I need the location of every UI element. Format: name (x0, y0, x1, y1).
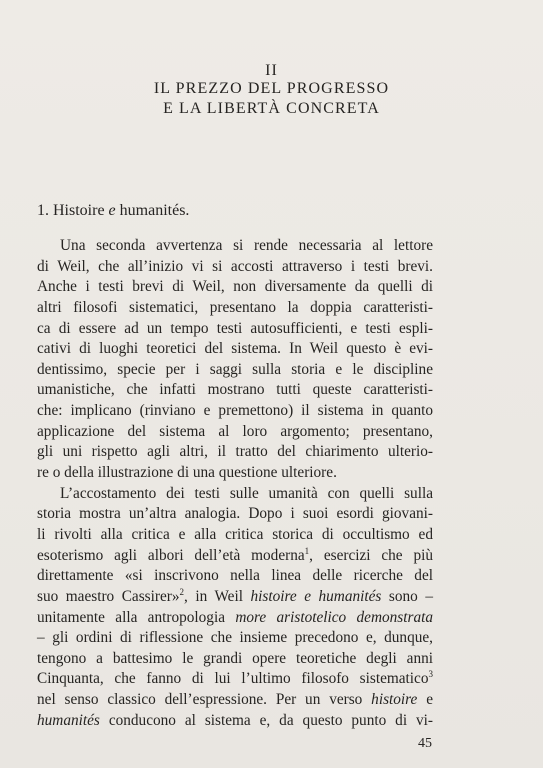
text-line (37, 690, 433, 711)
text-line: direttamente «si inscrivono nella linea delle ricerche del (37, 567, 433, 585)
section-heading-part: humanités. (115, 202, 190, 219)
chapter-title-line-2: E LA LIBERTÀ CONCRETA (163, 100, 380, 117)
text-line (37, 711, 433, 732)
text-line: dentissimo, specie per i saggi sulla storia e le discipline (37, 360, 433, 378)
text-line: applicazione del sistema al loro argomento; presentano, (37, 422, 433, 440)
italic-term: more aristotelico demonstrata (235, 608, 434, 626)
text-line: altri filosofi sistematici, presentano la doppia caratteristi- (37, 298, 433, 316)
text-line: tengono a battesimo le grandi opere teoretiche degli anni (37, 649, 433, 667)
text-span: nel senso classico dell’espressione. Per un verso (37, 691, 372, 709)
chapter-number: II (265, 62, 278, 79)
text-line: re o della illustrazione di una questione ulteriore. (37, 464, 337, 482)
chapter-title-line-1: IL PREZZO DEL PROGRESSO (153, 80, 390, 97)
text-line: che: implicano (rinviano e premettono) il sistema in quanto (37, 402, 433, 420)
text-line: li rivolti alla critica e alla critica storica di occultismo ed (37, 525, 433, 543)
italic-term: histoire (371, 691, 418, 709)
text-line: di Weil, che all’inizio vi si accosti attraverso i testi brevi. (37, 257, 433, 275)
text-line: Una seconda avvertenza si rende necessaria al lettore (60, 237, 433, 254)
italic-term: e (296, 587, 319, 605)
text-line: gli uni rispetto agli altri, il tratto del chiarimento ulterio- (37, 443, 433, 461)
text-span: unitamente alla antropologia (37, 608, 236, 626)
text-line: ca di essere ad un tempo testi autosufficienti, e testi espli- (37, 319, 433, 337)
chapter-title (0, 79, 543, 119)
footnote-marker: 3 (428, 669, 433, 680)
text-line: L’accostamento dei testi sulle umanità con quelli sulla (60, 484, 433, 502)
page-number: 45 (418, 736, 432, 751)
text-span: e (417, 691, 433, 709)
italic-term: humanités (37, 711, 100, 729)
text-line: Anche i testi brevi di Weil, non diversamente da quelli di (37, 278, 433, 296)
section-heading-italic: e (108, 202, 116, 219)
text-line (37, 669, 433, 690)
text-line (37, 608, 433, 629)
text-span: esoterismo agli albori dell’età moderna (37, 546, 305, 564)
section-heading (37, 202, 189, 220)
text-span: , in Weil (183, 587, 251, 605)
italic-term: histoire (250, 587, 297, 605)
text-span: sono – (381, 587, 433, 605)
text-line (37, 587, 433, 608)
text-line: umanistiche, che infatti mostrano tutti queste caratteristi- (37, 381, 433, 399)
italic-term: humanités (318, 587, 382, 605)
text-line: storia mostra un’altra analogia. Dopo i suoi esordi giovani- (37, 505, 433, 523)
body-text (37, 236, 433, 731)
text-span: suo maestro Cassirer» (37, 587, 180, 605)
text-span: , esercizi che più (309, 546, 433, 564)
text-span: conducono al sistema e, da questo punto di vi- (99, 711, 433, 729)
text-span: Cinquanta, che fanno di lui l’ultimo filosofo sistematico (37, 670, 429, 688)
footnote-marker: 2 (179, 586, 184, 597)
text-line (37, 546, 433, 567)
section-heading-part: 1. Histoire (37, 202, 109, 219)
footnote-marker: 1 (304, 545, 310, 556)
text-line: cativi di luoghi teoretici del sistema. In Weil questo è evi- (37, 340, 433, 358)
text-line: – gli ordini di riflessione che insieme precedono e, dunque, (37, 629, 433, 647)
